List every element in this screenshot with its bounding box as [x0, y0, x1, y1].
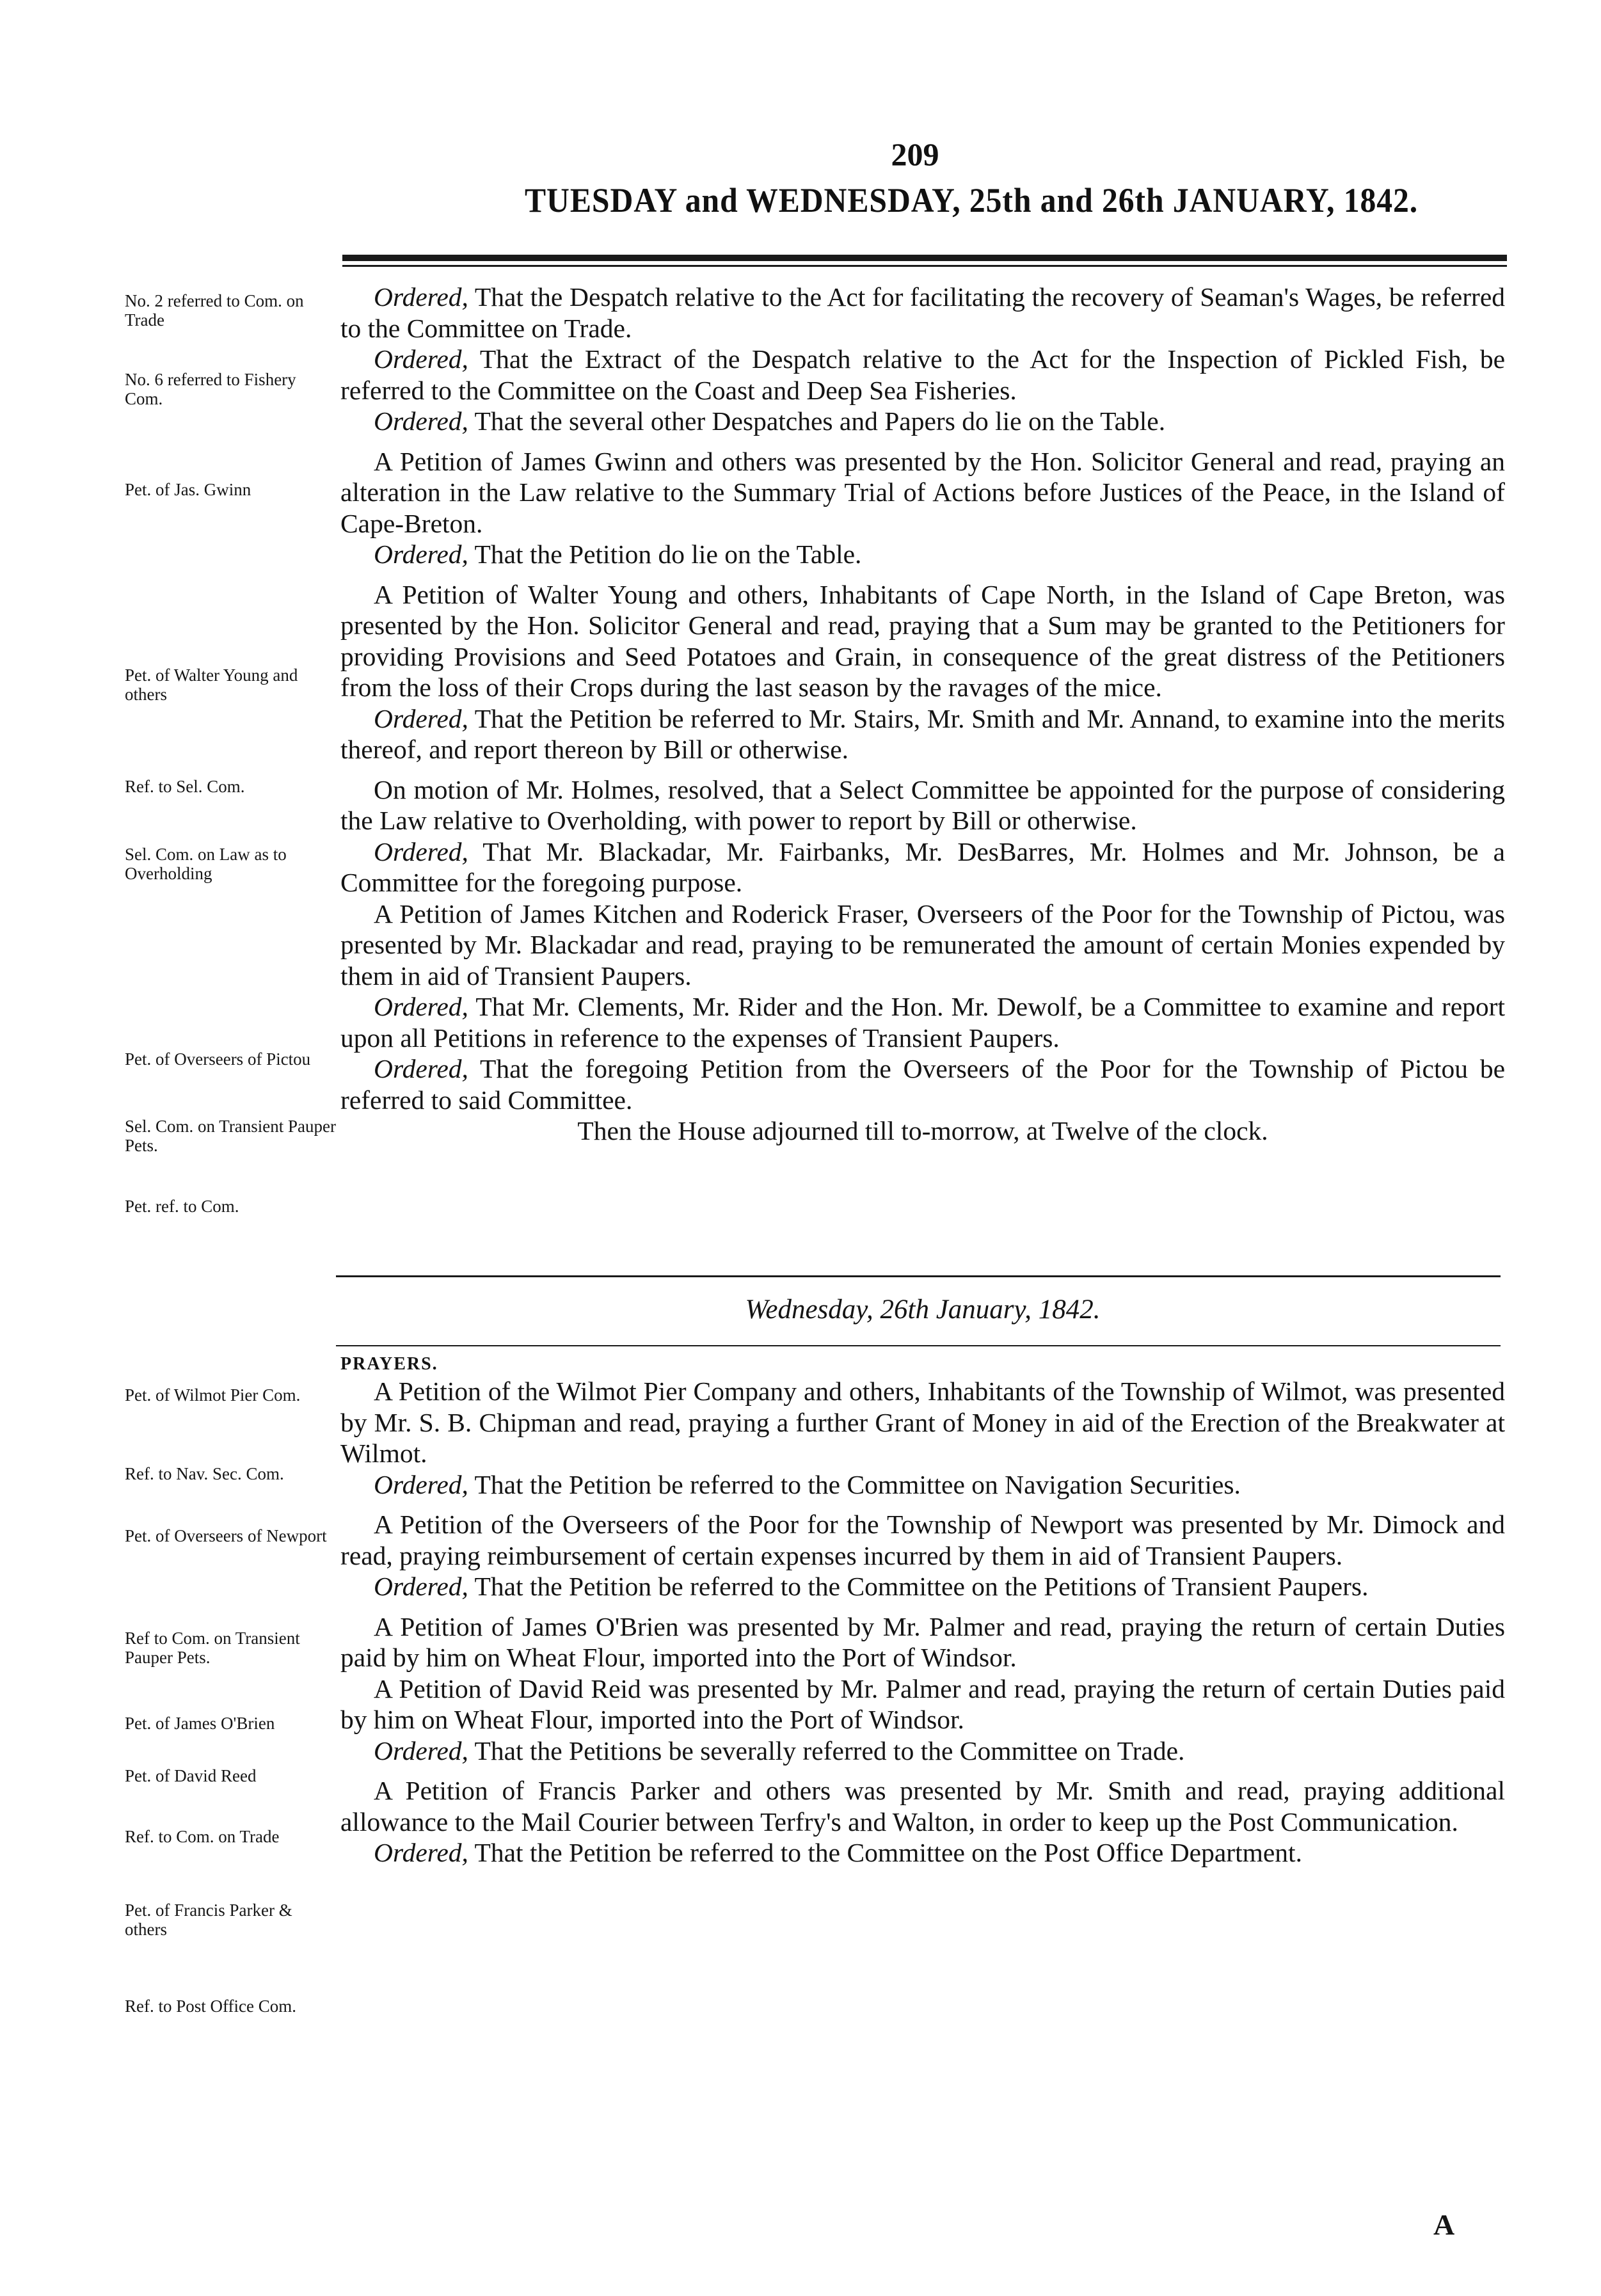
wednesday-proceedings — [340, 1376, 1505, 1869]
prayers-label: PRAYERS. — [340, 1354, 438, 1374]
paragraph: Ordered, That the Extract of the Despatch relative to the Act for the Inspection of Pickled Fish, be referred to the Committee on the Coast and Deep Sea Fisheries. — [340, 344, 1505, 405]
paragraph: Ordered, That the Petition be referred to the Committee on the Post Office Department. — [374, 1838, 1302, 1867]
day-rule — [336, 1345, 1501, 1346]
margin-note: Ref. to Com. on Trade — [125, 1827, 280, 1846]
page-header: TUESDAY and WEDNESDAY, 25th and 26th JANUARY, 1842. — [525, 181, 1419, 219]
header-rule-thin — [342, 265, 1507, 267]
margin-note: Ref. to Nav. Sec. Com. — [125, 1464, 284, 1483]
margin-note: Pet. of Wilmot Pier Com. — [125, 1385, 301, 1405]
margin-note: Ref. to Post Office Com. — [125, 1997, 296, 2016]
margin-note: Sel. Com. on Transient Pauper Pets. — [125, 1117, 337, 1155]
adjournment: Then the House adjourned till to-morrow, at Twelve of the clock. — [577, 1116, 1268, 1145]
paragraph: A Petition of Francis Parker and others was presented by Mr. Smith and read, praying additional allowance to the Mail Courier between Terfry's and Walton, in order to keep up the Post Communication. — [340, 1776, 1505, 1837]
margin-note: No. 2 referred to Com. on Trade — [125, 291, 304, 330]
paragraph: Ordered, That the Petitions be severally referred to the Committee on Trade. — [374, 1735, 1185, 1766]
tuesday-proceedings — [340, 282, 1505, 1147]
header-rule-thick — [342, 255, 1507, 261]
paragraph: A Petition of James Kitchen and Roderick Fraser, Overseers of the Poor for the Township of Pictou, was presented by Mr. Blackadar and read, praying to be remunerated the amount of certain Monies expended by them in aid of Transient Paupers. — [340, 898, 1505, 991]
paragraph: Ordered, That the Petition be referred to Mr. Stairs, Mr. Smith and Mr. Annand, to examine into the merits thereof, and report thereon by Bill or otherwise. — [340, 703, 1505, 764]
paragraph: Ordered, That the several other Despatches and Papers do lie on the Table. — [374, 406, 1166, 436]
margin-note: No. 6 referred to Fishery Com. — [125, 370, 296, 408]
paragraph: A Petition of James O'Brien was presented by Mr. Palmer and read, praying the return of certain Duties paid by him on Wheat Flour, imported into the Port of Windsor. — [340, 1611, 1505, 1672]
margin-note: Pet. of Overseers of Newport — [125, 1526, 327, 1545]
paragraph: Ordered, That Mr. Clements, Mr. Rider and the Hon. Mr. Dewolf, be a Committee to examine and report upon all Petitions in reference to the expenses of Transient Paupers. — [340, 992, 1505, 1053]
day-heading: Wednesday, 26th January, 1842. — [745, 1295, 1101, 1325]
margin-note: Ref to Com. on Transient Pauper Pets. — [125, 1629, 300, 1667]
paragraph: Ordered, That the Petition do lie on the Table. — [374, 539, 862, 569]
paragraph: Ordered, That the foregoing Petition from the Overseers of the Poor for the Township of Pictou be referred to said Committee. — [340, 1054, 1505, 1115]
margin-note: Sel. Com. on Law as to Overholding — [125, 845, 287, 883]
paragraph: Ordered, That the Petition be referred to the Committee on Navigation Securities. — [374, 1469, 1241, 1499]
margin-note: Pet. of Jas. Gwinn — [125, 480, 251, 499]
paragraph: A Petition of David Reid was presented by Mr. Palmer and read, praying the return of certain Duties paid by him on Wheat Flour, imported into the Port of Windsor. — [340, 1673, 1505, 1734]
section-rule — [336, 1275, 1501, 1277]
page-number: 209 — [891, 136, 939, 172]
margin-note: Pet. of David Reed — [125, 1766, 257, 1785]
margin-note: Pet. of Francis Parker & others — [125, 1901, 292, 1939]
margin-note: Pet. of Walter Young and others — [125, 666, 298, 704]
paragraph: Ordered, That Mr. Blackadar, Mr. Fairbanks, Mr. DesBarres, Mr. Holmes and Mr. Johnson, be a Committee for the foregoing purpose. — [340, 836, 1505, 897]
paragraph: A Petition of James Gwinn and others was presented by the Hon. Solicitor General and read, praying an alteration in the Law relative to the Summary Trial of Actions before Justices of the Peace, in the Island of Cape-Breton. — [340, 446, 1505, 538]
paragraph: A Petition of the Wilmot Pier Company and others, Inhabitants of the Township of Wilmot, was presented by Mr. S. B. Chipman and read, praying a further Grant of Money in aid of the Erection of the Breakwater at Wilmot. — [340, 1376, 1505, 1468]
paragraph: A Petition of Walter Young and others, Inhabitants of Cape North, in the Island of Cape Breton, was presented by the Hon. Solicitor General and read, praying that a Sum may be granted to the Petitioners for providing Provisions and Seed Potatoes and Grain, in consequence of the great distress of the Petitioners from the loss of their Crops during the last season by the ravages of the mice. — [340, 579, 1505, 702]
paragraph: Ordered, That the Petition be referred to the Committee on the Petitions of Transient Paupers. — [374, 1572, 1369, 1601]
catchword: A — [1433, 2208, 1455, 2241]
paragraph: On motion of Mr. Holmes, resolved, that a Select Committee be appointed for the purpose of considering the Law relative to Overholding, with power to report by Bill or otherwise. — [340, 774, 1505, 835]
paragraph: A Petition of the Overseers of the Poor for the Township of Newport was presented by Mr. Dimock and read, praying reimbursement of certain expenses incurred by them in aid of Transient Paupers. — [340, 1510, 1505, 1570]
paragraph: Ordered, That the Despatch relative to the Act for facilitating the recovery of Seaman's Wages, be referred to the Committee on Trade. — [340, 282, 1505, 343]
margin-note: Pet. of James O'Brien — [125, 1714, 275, 1733]
margin-note: Pet. ref. to Com. — [125, 1197, 239, 1216]
margin-note: Ref. to Sel. Com. — [125, 777, 245, 796]
margin-note: Pet. of Overseers of Pictou — [125, 1049, 311, 1069]
